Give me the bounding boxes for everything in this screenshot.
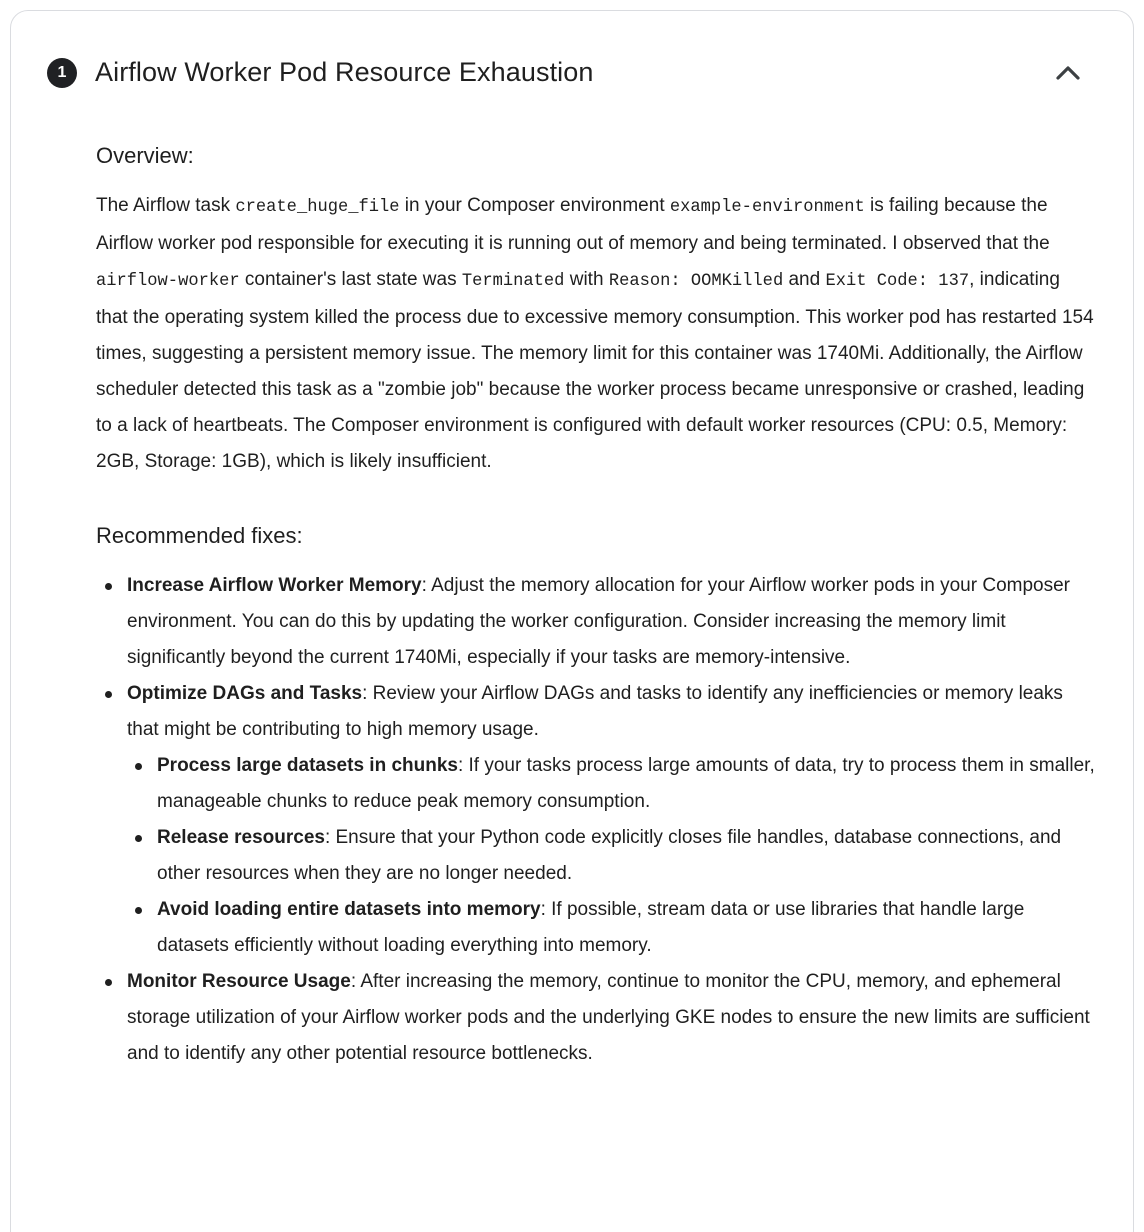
text-segment: in your Composer environment <box>399 195 670 216</box>
fix-item-text: : If possible, stream data or use libraries that handle large datasets efficiently without loading everything into memory. <box>157 899 1025 956</box>
chevron-up-icon <box>1055 65 1081 81</box>
text-segment: container's last state was <box>239 269 462 290</box>
inline-code: example-environment <box>669 198 865 217</box>
issue-number-badge: 1 <box>47 58 77 88</box>
fix-item-text: : After increasing the memory, continue to monitor the CPU, memory, and ephemeral storage utilization of your Airflow worker pods and the underlying GKE nodes to ensure the new limits are sufficient and to identify any other potential resource bottlenecks. <box>127 971 1090 1064</box>
fix-item-text: : Review your Airflow DAGs and tasks to identify any inefficiencies or memory leaks that might be contributing to high memory usage. <box>127 683 1063 740</box>
text-segment: , indicating that the operating system killed the process due to excessive memory consumption. This worker pod has restarted 154 times, suggesting a persistent memory issue. The memory limit for this container was 1740Mi. Additionally, the Airflow scheduler detected this task as a "zombie job" because the worker process became unresponsive or crashed, leading to a lack of heartbeats. The Composer environment is configured with default worker resources (CPU: 0.5, Memory: 2GB, Storage: 1GB), which is likely insufficient. <box>96 269 1094 472</box>
fix-list <box>96 568 1096 1072</box>
fix-item-lead: Monitor Resource Usage <box>127 971 351 992</box>
inline-code: create_huge_file <box>235 198 400 217</box>
issue-card-header[interactable] <box>47 57 1097 88</box>
text-segment: with <box>564 269 609 290</box>
fix-list-item <box>126 892 1096 964</box>
inline-code: Reason: OOMKilled <box>608 272 784 291</box>
fix-list-item <box>126 820 1096 892</box>
fix-item-text: : Ensure that your Python code explicitly closes file handles, database connections, and other resources when they are no longer needed. <box>157 827 1062 884</box>
fix-item-lead: Optimize DAGs and Tasks <box>127 683 363 704</box>
text-segment: and <box>783 269 826 290</box>
issue-title: Airflow Worker Pod Resource Exhaustion <box>95 57 594 87</box>
recommended-fixes-heading: Recommended fixes: <box>96 523 303 548</box>
text-segment: is failing because the Airflow worker pod responsible for executing it is running out of memory and being terminated. I observed that the <box>96 195 1050 254</box>
fix-item-lead: Avoid loading entire datasets into memory <box>157 899 541 920</box>
text-segment: The Airflow task <box>96 195 236 216</box>
issue-card-body <box>96 142 1096 1072</box>
issue-card <box>10 10 1134 1232</box>
fix-item-text: : Adjust the memory allocation for your Airflow worker pods in your Composer environment. You can do this by updating the worker configuration. Consider increasing the memory limit significantly beyond the current 1740Mi, especially if your tasks are memory-intensive. <box>127 575 1070 668</box>
fix-list-item <box>96 568 1096 676</box>
fix-list-item <box>126 748 1096 820</box>
inline-code: Exit Code: 137 <box>825 272 970 291</box>
overview-paragraph <box>96 188 1096 480</box>
fix-item-text: : If your tasks process large amounts of data, try to process them in smaller, manageable chunks to reduce peak memory consumption. <box>157 755 1095 812</box>
collapse-button[interactable] <box>1051 61 1085 85</box>
fix-list-item <box>96 964 1096 1072</box>
inline-code: Terminated <box>461 272 565 291</box>
fix-item-lead: Release resources <box>157 827 325 848</box>
inline-code: airflow-worker <box>96 272 240 291</box>
fix-list-item <box>96 676 1096 748</box>
fix-item-lead: Process large datasets in chunks <box>157 755 458 776</box>
overview-heading: Overview: <box>96 143 194 168</box>
fix-item-lead: Increase Airflow Worker Memory <box>127 575 422 596</box>
